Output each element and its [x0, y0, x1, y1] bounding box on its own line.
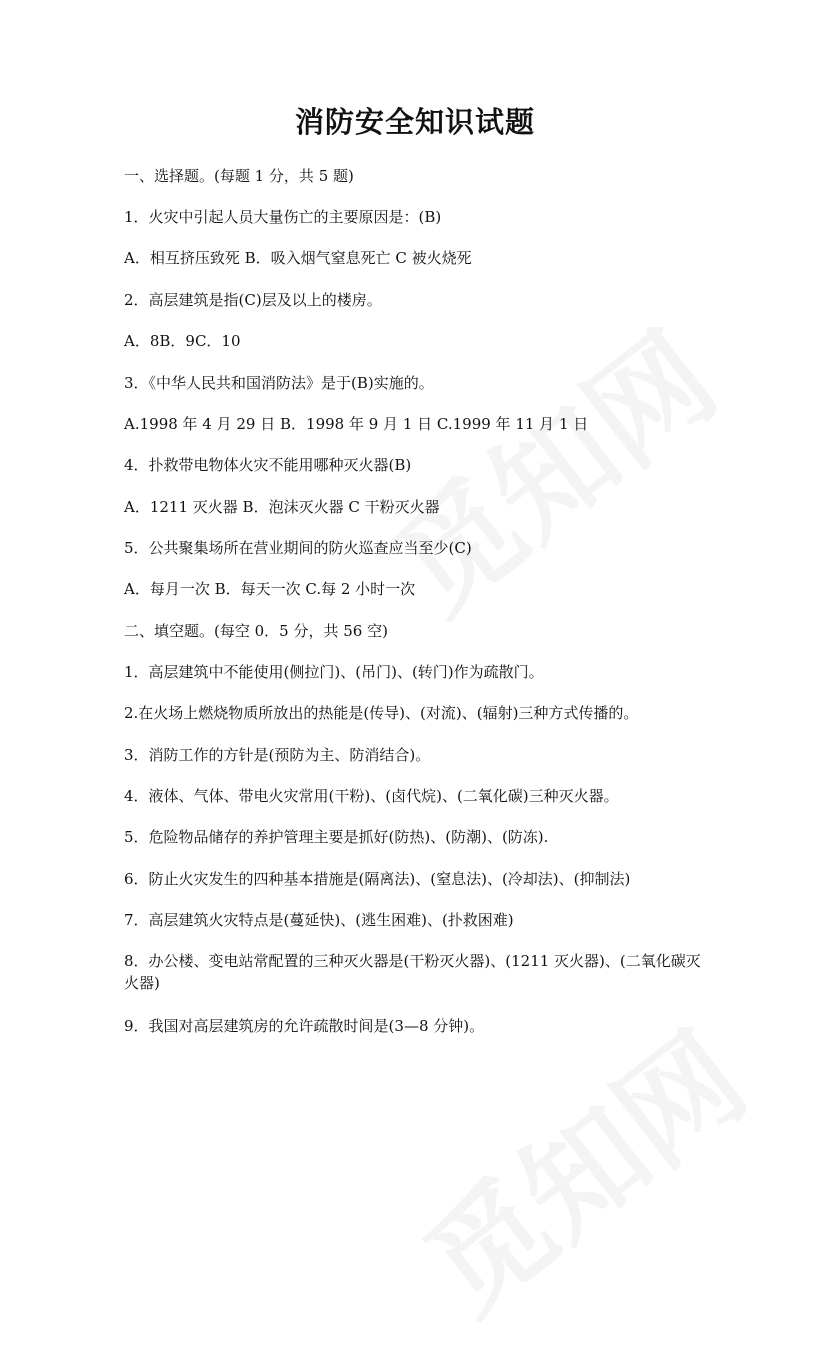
fill-question-9: 9．我国对高层建筑房的允许疏散时间是(3—8 分钟)。 — [124, 1017, 485, 1035]
fill-question-1: 1．高层建筑中不能使用(侧拉门)、(吊门)、(转门)作为疏散门。 — [124, 663, 544, 681]
fill-question-6: 6．防止火灾发生的四种基本措施是(隔离法)、(窒息法)、(冷却法)、(抑制法) — [124, 870, 631, 888]
fill-question-5: 5．危险物品储存的养护管理主要是抓好(防热)、(防潮)、(防冻). — [124, 828, 549, 846]
page-title: 消防安全知识试题 — [294, 105, 535, 139]
fill-question-8: 8．办公楼、变电站常配置的三种灭火器是(干粉灭火器)、(1211 灭火器)、(二氧化碳灭火器) — [124, 952, 701, 992]
watermark-logo — [385, 987, 775, 1344]
question-2: 2．高层建筑是指(C)层及以上的楼房。 — [124, 291, 382, 309]
section-heading-fill: 二、填空题。(每空 0．5 分，共 56 空) — [124, 622, 388, 640]
options-3: A.1998 年 4 月 29 日 B．1998 年 9 月 1 日 C.1999 年 11 月 1 日 — [124, 415, 589, 433]
fill-question-7: 7．高层建筑火灾特点是(蔓延快)、(逃生困难)、(扑救困难) — [124, 911, 514, 929]
section-heading-choice: 一、选择题。(每题 1 分，共 5 题) — [124, 167, 354, 185]
fill-question-2: 2.在火场上燃烧物质所放出的热能是(传导)、(对流)、(辐射)三种方式传播的。 — [124, 704, 639, 722]
fill-question-4: 4．液体、气体、带电火灾常用(干粉)、(卤代烷)、(二氧化碳)三种灭火器。 — [124, 787, 619, 805]
question-1: 1．火灾中引起人员大量伤亡的主要原因是：(B) — [124, 208, 442, 226]
question-3: 3．《中华人民共和国消防法》是于(B)实施的。 — [124, 374, 434, 392]
options-4: A．1211 灭火器 B．泡沫灭火器 C 干粉灭火器 — [124, 498, 440, 516]
options-2: A．8B．9C．10 — [124, 332, 241, 350]
options-1: A．相互挤压致死 B．吸入烟气窒息死亡 C 被火烧死 — [124, 249, 472, 267]
question-4: 4．扑救带电物体火灾不能用哪种灭火器(B) — [124, 456, 412, 474]
fill-question-3: 3．消防工作的方针是(预防为主、防消结合)。 — [124, 746, 431, 764]
question-5: 5．公共聚集场所在营业期间的防火巡查应当至少(C) — [124, 539, 472, 557]
options-5: A．每月一次 B．每天一次 C.每 2 小时一次 — [124, 580, 416, 598]
